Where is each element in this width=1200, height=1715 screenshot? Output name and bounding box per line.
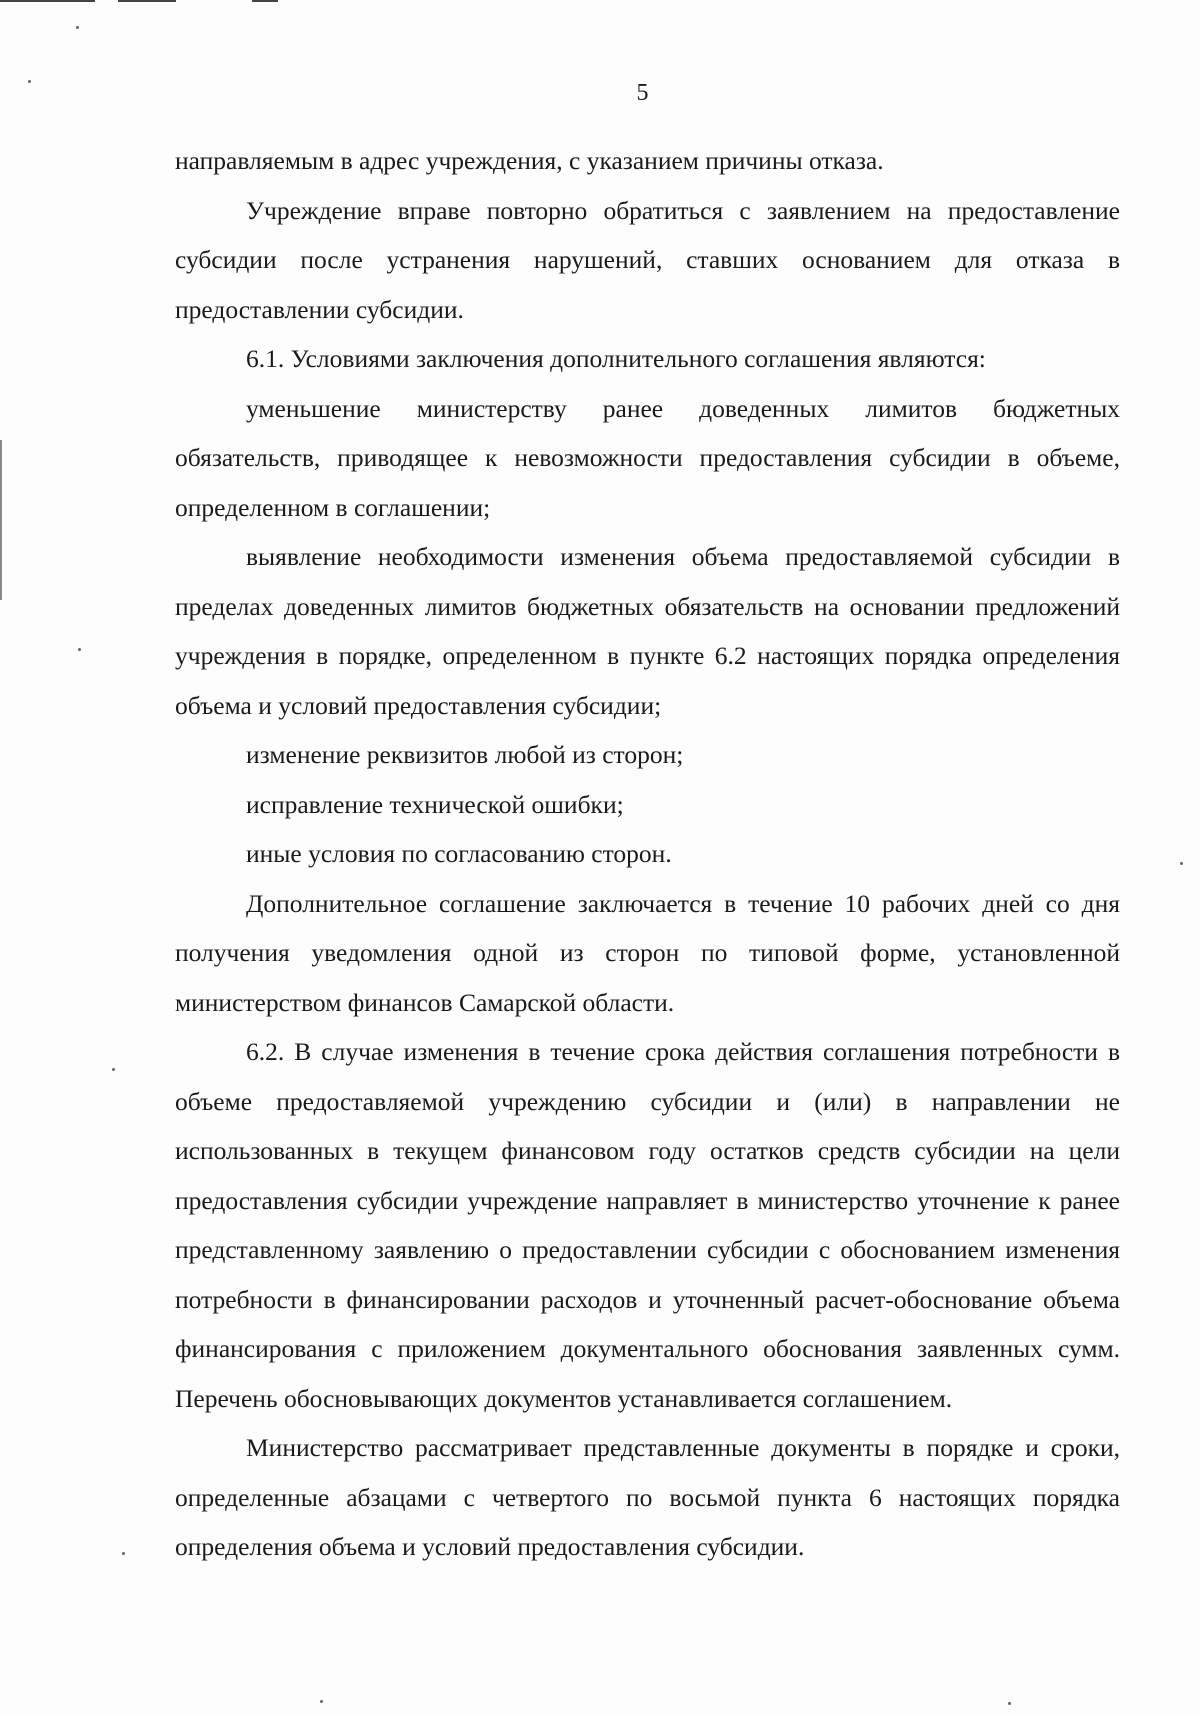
paragraph: исправление технической ошибки; — [246, 789, 624, 819]
paragraph: выявление необходимости изменения объема предоставляемой субсидии в пределах доведенных лимитов бюджетных обязательств на основании предложений учреждения в порядке, определенном в пункте 6.2 настоящих порядка определения объема и условий предоставления субсидии; — [175, 542, 1120, 720]
paragraph: направляемым в адрес учреждения, с указанием причины отказа. — [175, 146, 884, 175]
scan-speck — [78, 648, 81, 651]
scan-speck — [112, 1068, 115, 1071]
scan-speck — [1008, 1702, 1011, 1705]
paragraph: 6.1. Условиями заключения дополнительного соглашения являются: — [246, 344, 986, 373]
paragraph: иные условия по согласованию сторон. — [246, 839, 672, 868]
scan-speck — [76, 26, 79, 29]
paragraph: изменение реквизитов любой из сторон; — [246, 740, 684, 769]
scan-edge-mark — [0, 0, 95, 2]
paragraph: уменьшение министерству ранее доведенных лимитов бюджетных обязательств, приводящее к невозможности предоставления субсидии в объеме, определенном в соглашении; — [175, 393, 1120, 522]
scan-edge-mark — [0, 440, 2, 600]
paragraph: Дополнительное соглашение заключается в течение 10 рабочих дней со дня получения уведомления одной из сторон по типовой форме, установленной министерством финансов Самарской области. — [175, 888, 1120, 1017]
scan-edge-mark — [118, 0, 176, 2]
paragraph: Учреждение вправе повторно обратиться с заявлением на предоставление субсидии после устранения нарушений, ставших основанием для отказа в предоставлении субсидии. — [175, 195, 1120, 324]
paragraph: 6.2. В случае изменения в течение срока действия соглашения потребности в объеме предоставляемой учреждению субсидии и (или) в направлении не использованных в текущем финансовом году остатков средств субсидии на цели предоставления субсидии учреждение направляет в министерство уточнение к ранее представленному заявлению о предоставлении субсидии с обоснованием изменения потребности в финансировании расходов и уточненный расчет-обоснование объема финансирования с приложением документального обоснования заявленных сумм. Перечень обосновывающих документов устанавливается соглашением. — [175, 1037, 1120, 1413]
scan-edge-mark — [252, 0, 278, 2]
scan-speck — [320, 1700, 323, 1703]
document-body — [175, 136, 1120, 1572]
scan-speck — [1180, 862, 1183, 865]
scan-speck — [122, 1552, 125, 1555]
page-number: 5 — [636, 80, 649, 106]
paragraph: Министерство рассматривает представленные документы в порядке и сроки, определенные абзацами с четвертого по восьмой пункта 6 настоящих порядка определения объема и условий предоставления субсидии. — [175, 1433, 1120, 1561]
